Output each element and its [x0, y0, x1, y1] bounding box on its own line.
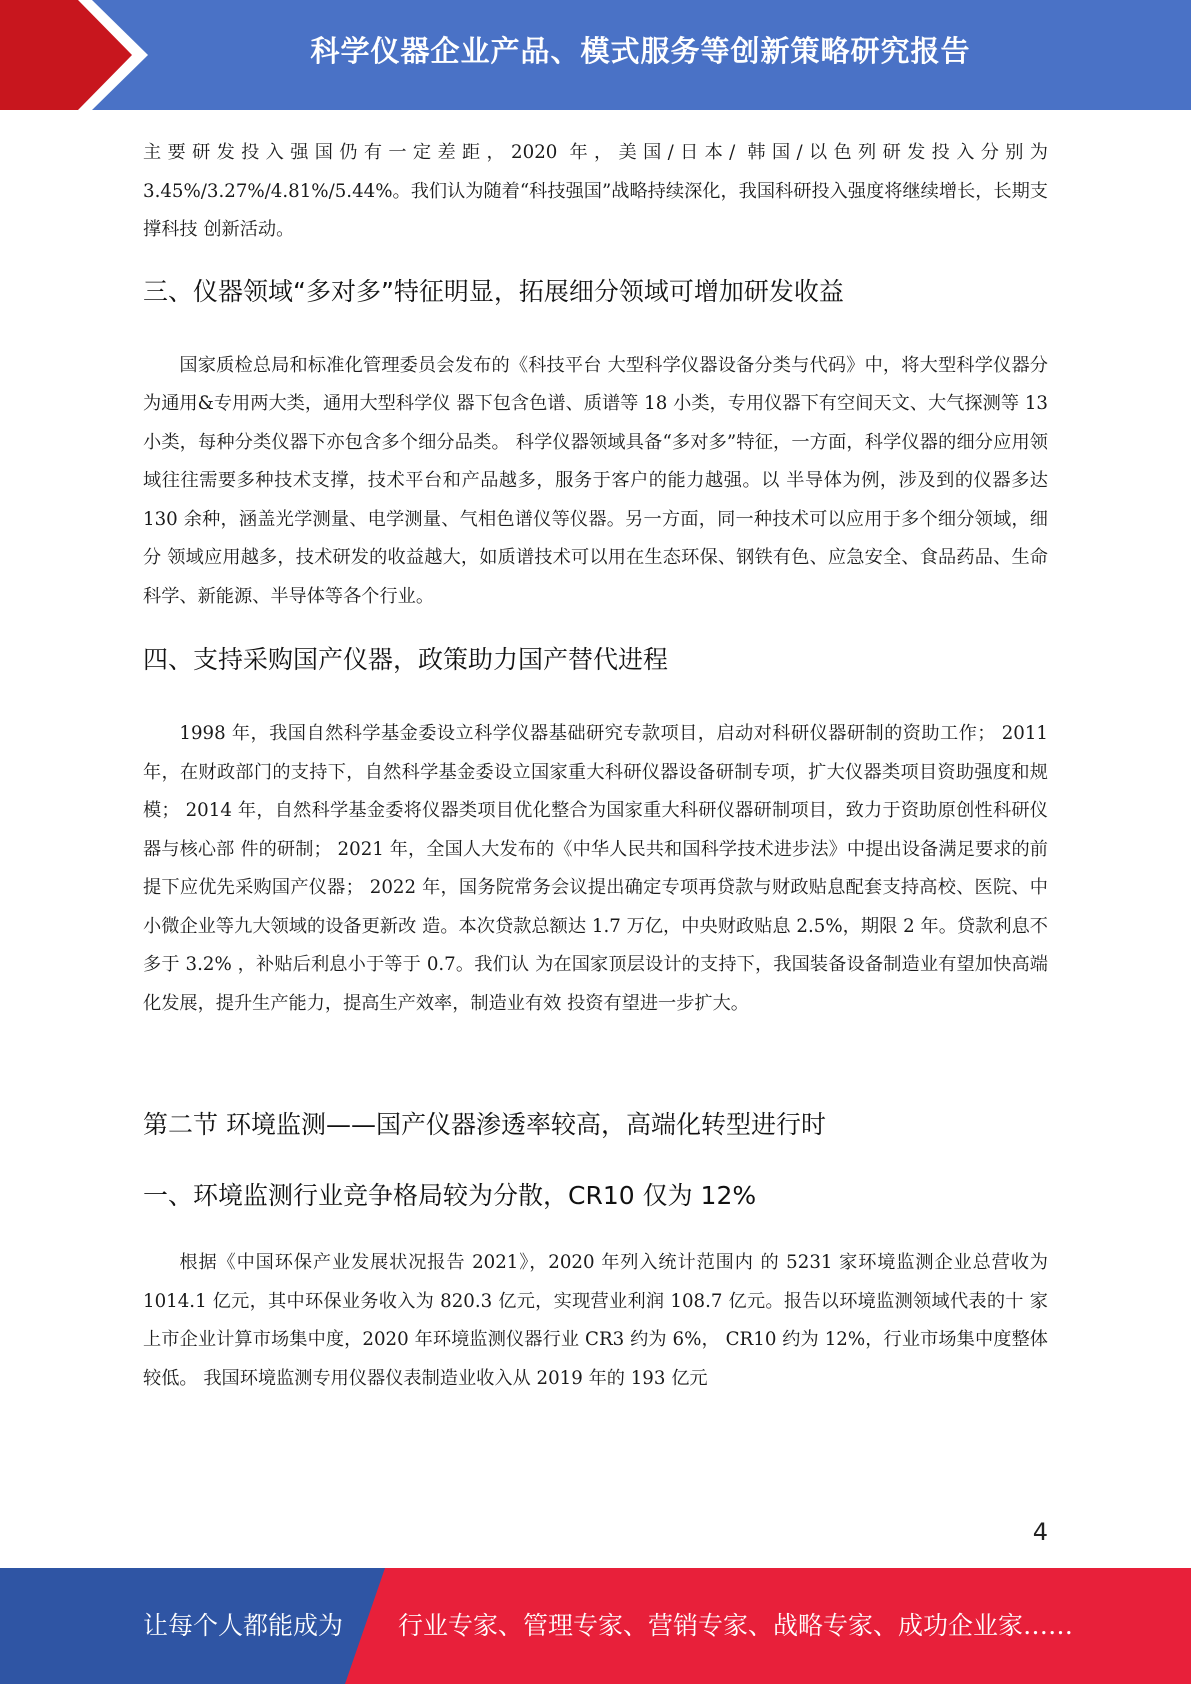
report-title: 科学仪器企业产品、模式服务等创新策略研究报告 — [310, 34, 971, 68]
page-content — [143, 134, 1048, 1398]
page-number: 4 — [1032, 1518, 1048, 1546]
heading-section-three: 三、仪器领域“多对多”特征明显，拓展细分领域可增加研发收益 — [143, 276, 844, 306]
paragraph-policy-support: 1998 年，我国自然科学基金委设立科学仪器基础研究专款项目，启动对科研仪器研制的资助工作； 2011 年，在财政部门的支持下，自然科学基金委设立国家重大科研仪器设备研制专项，扩大仪器类项目资助强度和规 模； 2014 年，自然科学基金委将仪器类项目优化整合为国家重大科研仪器研制项目，致力于资助原创性科研仪器与核心部 件的研制； 2021 年，全国人大发布的《中华人民共和国科学技术进步法》中提出设备满足要求的前提下应优先采购国产仪器； 2022 年，国务院常务会议提出确定专项再贷款与财政贴息配套支持高校、医院、中小微企业等九大领域的设备更新改 造。本次贷款总额达 1.7 万亿，中央财政贴息 2.5%，期限 2 年。贷款利息不多于 3.2% ，补贴后利息小于等于 0.7。我们认 为在国家顶层设计的支持下，我国装备设备制造业有望加快高端化发展，提升生产能力，提高生产效率，制造业有效 投资有望进一步扩大。 — [143, 723, 1048, 1014]
footer-slogan-right: 行业专家、管理专家、营销专家、战略专家、成功企业家…… — [398, 1611, 1074, 1640]
paragraph-rd-investment: 主要研发投入强国仍有一定差距，2020 年，美国/日本/ 韩国/以色列研发投入分别为 3.45%/3.27%/4.81%/5.44%。我们认为随着“科技强国”战略持续深化，我国科研投入强度将继续增长，长期支撑科技 创新活动。 — [143, 142, 1048, 240]
footer-slogan-left: 让每个人都能成为 — [143, 1611, 344, 1640]
paragraph-environment-monitoring: 根据《中国环保产业发展状况报告 2021》，2020 年列入统计范围内 的 5231 家环境监测企业总营收为 1014.1 亿元，其中环保业务收入为 820.3 亿元，实现营业利润 108.7 亿元。报告以环境监测领域代表的十 家上市企业计算市场集中度，2020 年环境监测仪器行业 CR3 约为 6%， CR10 约为 12%，行业市场集中度整体较低。 我国环境监测专用仪器仪表制造业收入从 2019 年的 193 亿元 — [143, 1252, 1048, 1389]
page-footer — [0, 1568, 1191, 1684]
heading-section-four: 四、支持采购国产仪器，政策助力国产替代进程 — [143, 645, 669, 674]
heading-section-one: 一、环境监测行业竞争格局较为分散，CR10 仅为 12% — [143, 1181, 757, 1210]
paragraph-instrument-classification: 国家质检总局和标准化管理委员会发布的《科技平台 大型科学仪器设备分类与代码》中，将大型科学仪器分为通用&专用两大类，通用大型科学仪 器下包含色谱、质谱等 18 小类，专用仪器下有空间天文、大气探测等 13 小类，每种分类仪器下亦包含多个细分品类。 科学仪器领域具备“多对多”特征，一方面，科学仪器的细分应用领域往往需要多种技术支撑，技术平台和产品越多，服务于客户的能力越强。以 半导体为例，涉及到的仪器多达 130 余种，涵盖光学测量、电学测量、气相色谱仪等仪器。另一方面，同一种技术可以应用于多个细分领域，细分 领域应用越多，技术研发的收益越大，如质谱技术可以用在生态环保、钢铁有色、应急安全、食品药品、生命科学、新能源、半导体等各个行业。 — [143, 354, 1048, 607]
page-header — [0, 0, 1191, 110]
heading-chapter-section-two: 第二节 环境监测——国产仪器渗透率较高，高端化转型进行时 — [143, 1110, 826, 1139]
